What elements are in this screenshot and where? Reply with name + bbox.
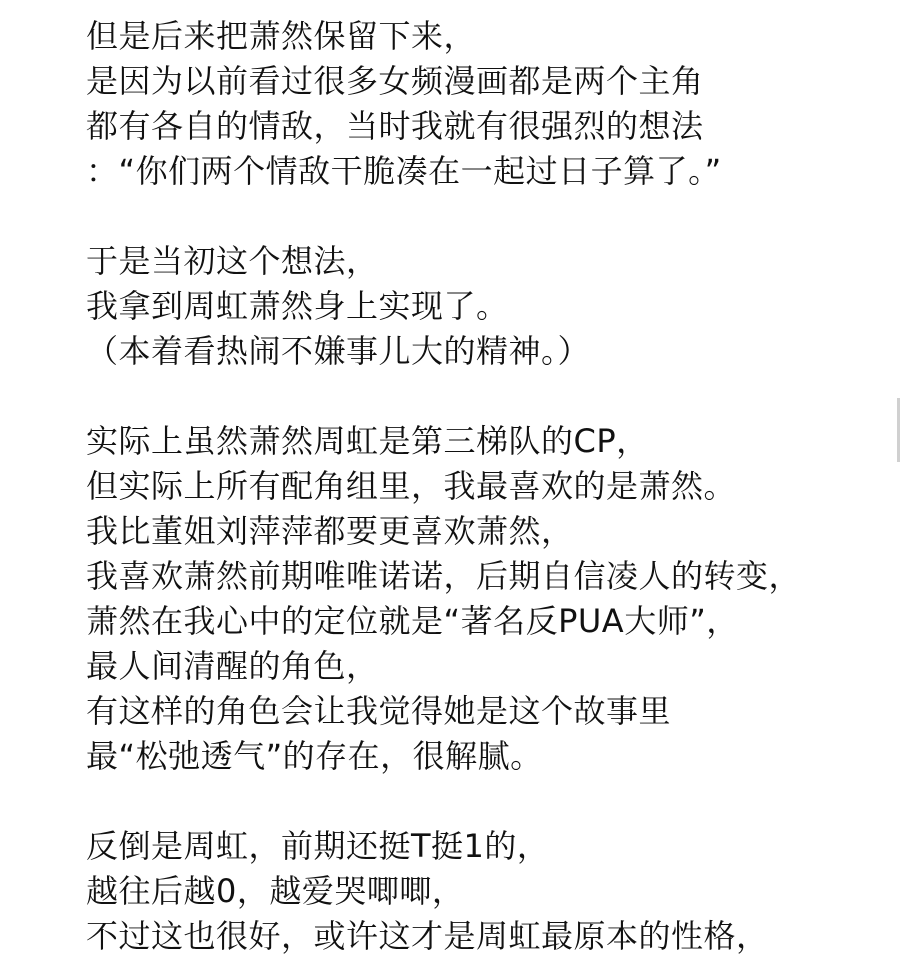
text-line: 我喜欢萧然前期唯唯诺诺，后期自信凌人的转变， [86,557,802,595]
text-line: 最人间清醒的角色， [86,647,379,685]
text-line: 有这样的角色会让我觉得她是这个故事里 [86,692,672,730]
text-line: 最“松弛透气”的存在，很解腻。 [86,737,543,775]
text-line: 于是当初这个想法， [86,242,379,280]
text-line: 萧然在我心中的定位就是“著名反PUA大师”， [86,602,739,640]
text-line: 是因为以前看过很多女频漫画都是两个主角 [86,62,704,100]
text-line: 但是后来把萧然保留下来， [86,17,477,55]
text-line: 不过这也很好，或许这才是周虹最原本的性格， [86,917,769,955]
text-line: 越往后越0，越爱哭唧唧， [86,872,465,910]
text-line: （本着看热闹不嫌事儿大的精神。） [86,332,591,370]
text-line: 都有各自的情敌，当时我就有很强烈的想法 [86,107,704,145]
text-line: 我比董姐刘萍萍都要更喜欢萧然， [86,512,574,550]
text-line: ：“你们两个情敌干脆凑在一起过日子算了。” [86,152,722,190]
text-line: 反倒是周虹，前期还挺T挺1的， [86,827,550,865]
text-line: 我拿到周虹萧然身上实现了。 [86,287,509,325]
text-line: 实际上虽然萧然周虹是第三梯队的CP， [86,422,649,460]
text-line: 但实际上所有配角组里，我最喜欢的是萧然。 [86,467,737,505]
